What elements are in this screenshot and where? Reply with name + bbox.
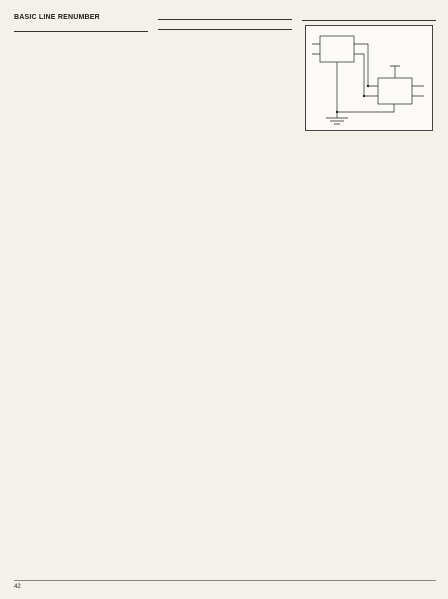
circuit-trace bbox=[312, 44, 320, 54]
circuit-trace bbox=[354, 44, 378, 86]
circuit-trace bbox=[412, 86, 424, 96]
circuit-junction bbox=[367, 85, 369, 87]
middle-column bbox=[158, 14, 292, 574]
section-divider bbox=[14, 31, 148, 32]
ic-chip-symbol bbox=[378, 78, 412, 104]
right-column bbox=[302, 14, 436, 574]
article-columns bbox=[14, 14, 436, 574]
ground-symbol bbox=[326, 118, 348, 124]
section-divider bbox=[158, 29, 292, 30]
section-divider bbox=[158, 19, 292, 20]
ic-chip-symbol bbox=[320, 36, 354, 62]
section-divider bbox=[302, 20, 436, 21]
left-column bbox=[14, 14, 148, 574]
section-heading-renumber: BASIC LINE RENUMBER bbox=[14, 14, 100, 21]
circuit-junction bbox=[363, 95, 365, 97]
page-footer bbox=[14, 580, 436, 593]
circuit-junction bbox=[336, 111, 338, 113]
circuit-diagram-drawing bbox=[306, 26, 432, 130]
circuit-trace bbox=[354, 54, 378, 96]
circuit-trace bbox=[337, 62, 394, 112]
page-number: 42 bbox=[14, 584, 21, 590]
circuit-diagram bbox=[305, 25, 433, 131]
circuit-trace bbox=[390, 66, 400, 78]
